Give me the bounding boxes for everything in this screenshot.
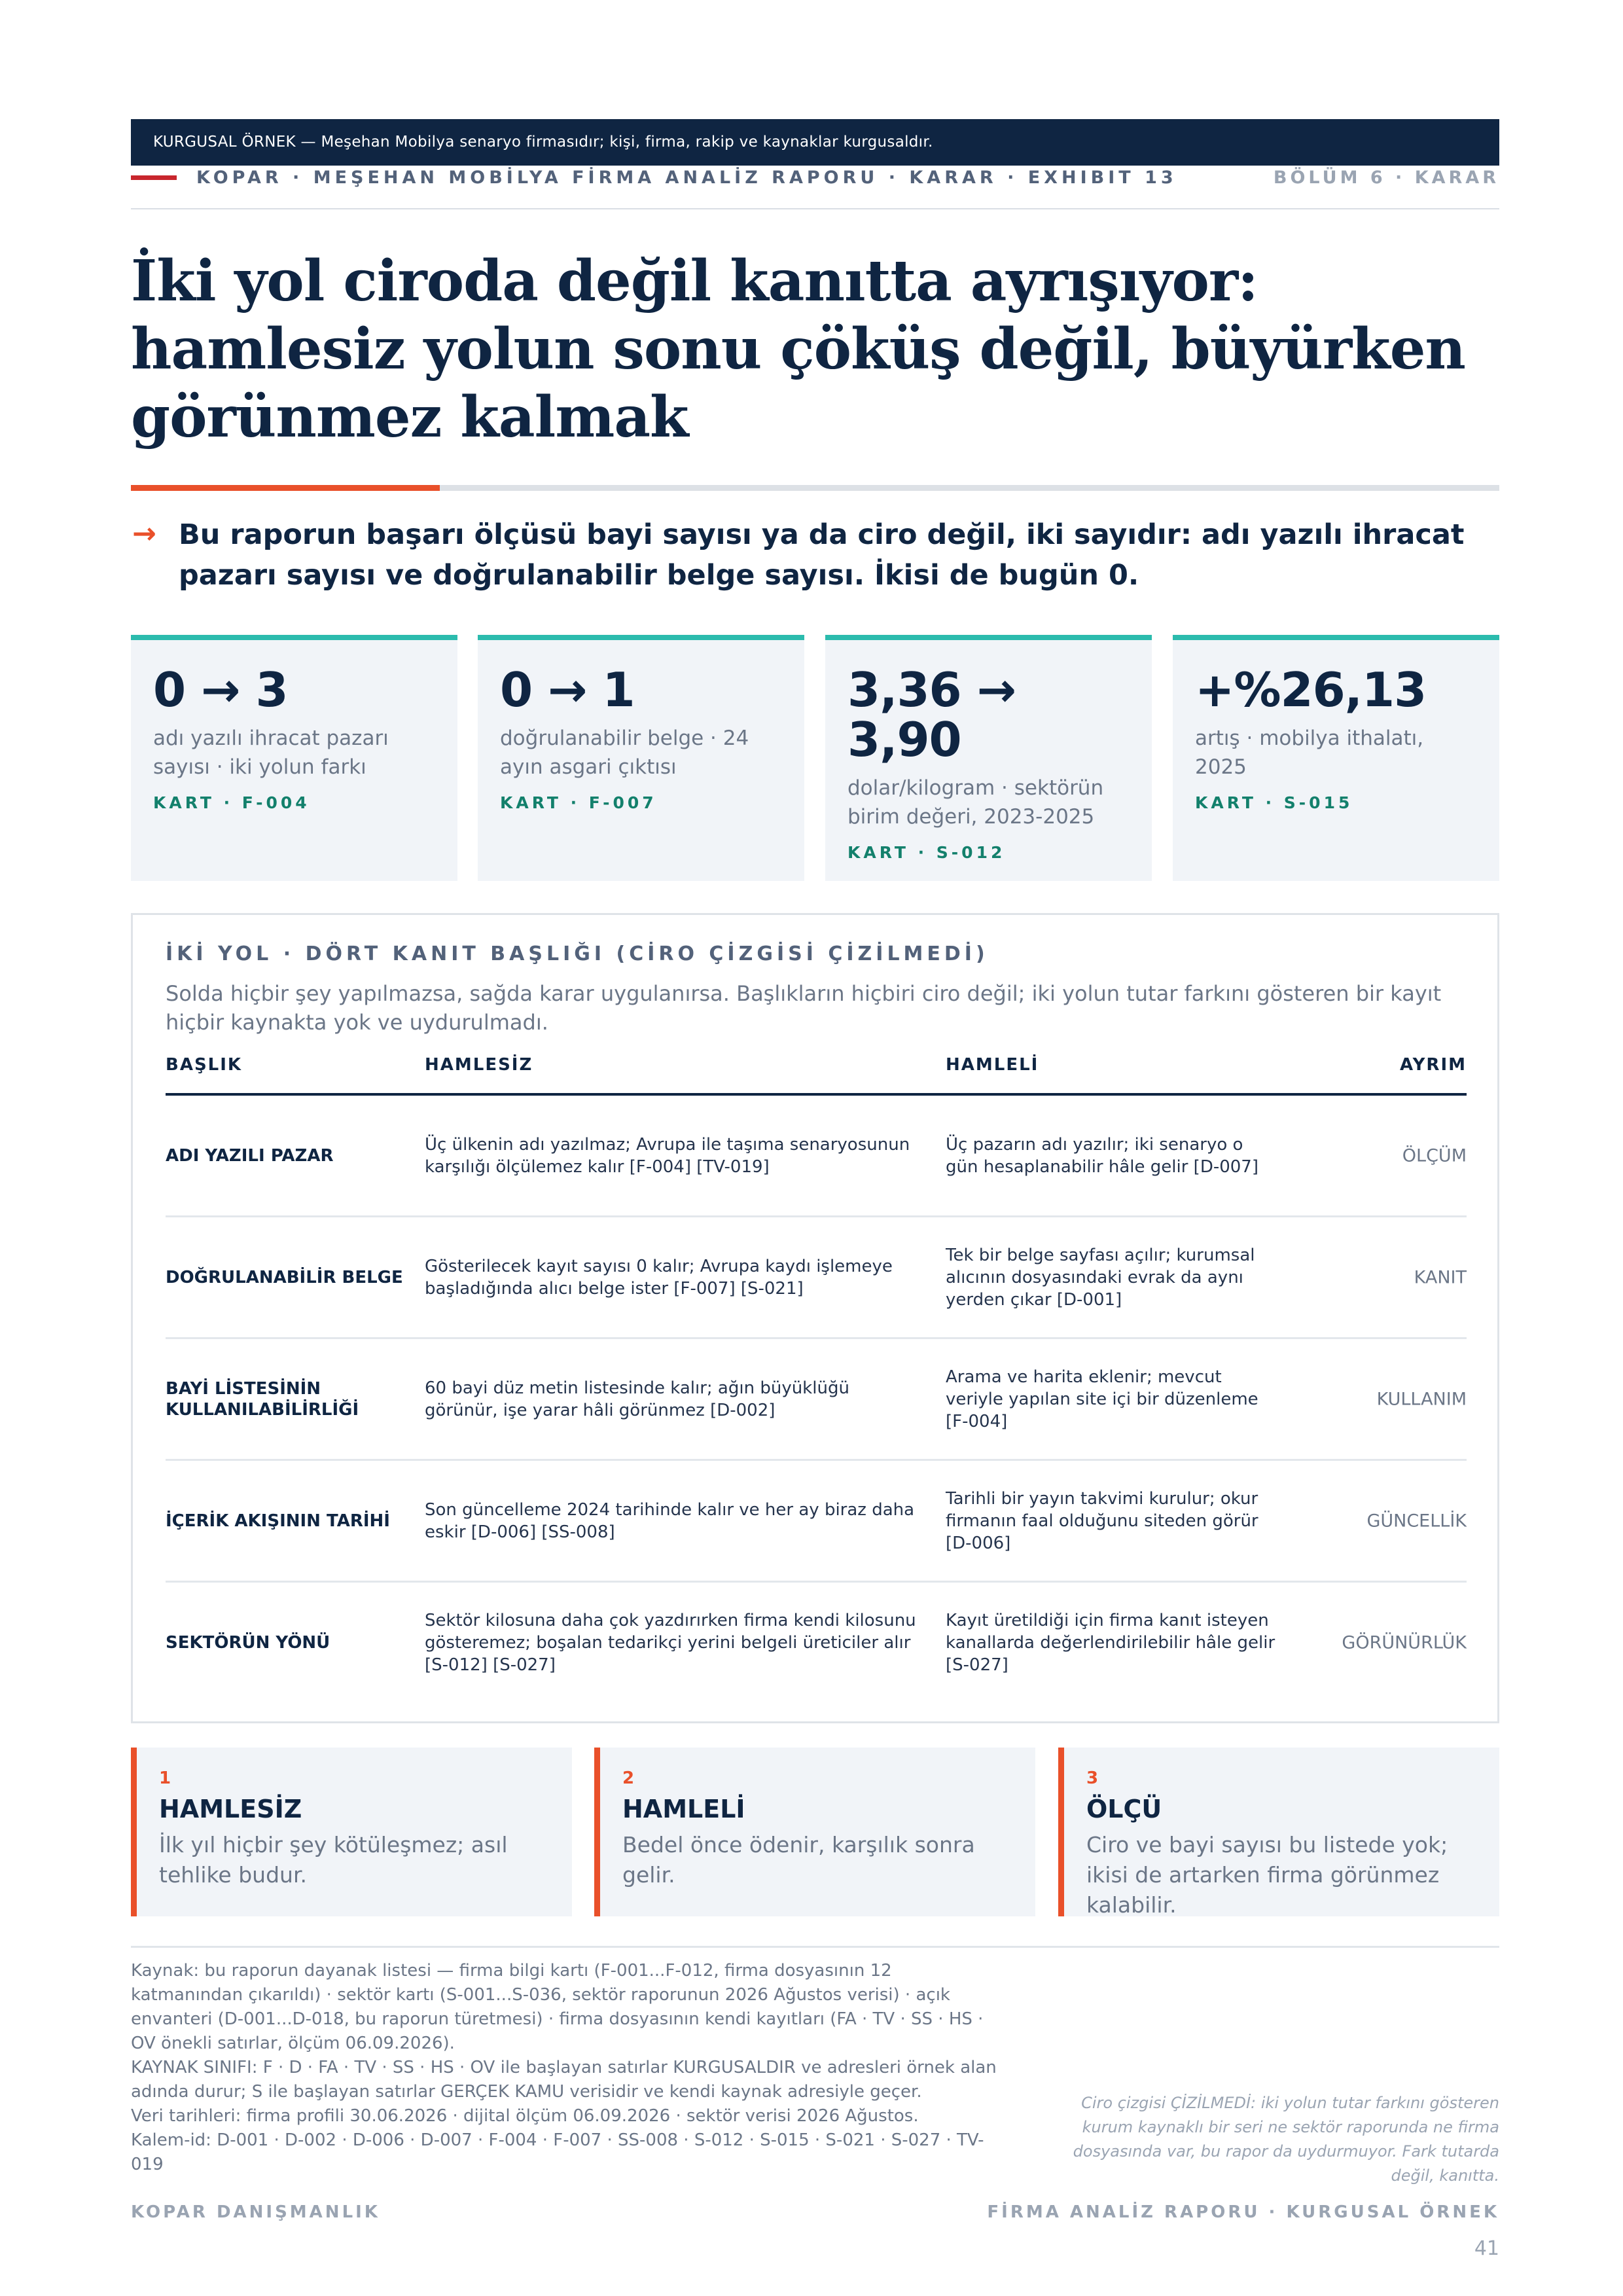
kpi-value: 0 → 1	[500, 662, 635, 717]
row-title: İÇERİK AKIŞININ TARİHİ	[166, 1511, 390, 1531]
footer-publisher: KOPAR DANIŞMANLIK	[131, 2202, 380, 2222]
column-header-topic: BAŞLIK	[166, 1055, 243, 1075]
conclusion-text: İlk yıl hiçbir şey kötüleşmez; asıl tehlike budur.	[159, 1832, 508, 1888]
table-row	[166, 1339, 1467, 1461]
table-row	[166, 1096, 1467, 1217]
row-with-move: Tarihli bir yayın takvimi kurulur; okur firmanın faal olduğunu siteden görür [D-006]	[946, 1488, 1258, 1553]
page-number: 41	[1474, 2237, 1499, 2260]
kpi-card-ref: KART · F-004	[153, 793, 310, 812]
table-row	[166, 1217, 1467, 1339]
table-row	[166, 1461, 1467, 1583]
row-without-move: Sektör kilosuna daha çok yazdırırken firma kendi kilosunu gösteremez; boşalan tedarikçi yerini belgeli üreticiler alır [S-012] [S-027]	[425, 1610, 916, 1675]
row-title: DOĞRULANABİLİR BELGE	[166, 1267, 403, 1287]
kpi-label: adı yazılı ihracat pazarı sayısı · iki yolun farkı	[153, 726, 389, 779]
conclusion-card	[594, 1748, 1035, 1916]
kpi-card	[478, 635, 804, 881]
kpi-card-ref: KART · S-012	[847, 843, 1006, 862]
row-difference: KULLANIM	[1376, 1389, 1467, 1409]
table-header-row	[166, 1055, 1467, 1096]
conclusion-number: 1	[159, 1768, 171, 1788]
source-class: KAYNAK SINIFI: F · D · FA · TV · SS · HS · OV ile başlayan satırlar KURGUSALDIR ve adresleri örnek alan adında durur; S ile başlayan satırlar GERÇEK KAMU verisidir ve kendi kaynak adresiyle geçer.	[131, 2058, 997, 2102]
row-with-move: Üç pazarın adı yazılır; iki senaryo o gün hesaplanabilir hâle gelir [D-007]	[946, 1134, 1258, 1177]
comparison-table-panel	[131, 913, 1499, 1723]
title-rule-accent	[131, 485, 440, 491]
row-with-move: Tek bir belge sayfası açılır; kurumsal alıcının dosyasındaki evrak da aynı yerden çıkar [D-001]	[946, 1245, 1255, 1310]
running-header	[131, 165, 1499, 209]
kpi-value: 0 → 3	[153, 662, 288, 717]
conclusion-card	[1058, 1748, 1499, 1916]
kpi-card	[1173, 635, 1499, 881]
kpi-card	[131, 635, 457, 881]
kpi-row	[131, 635, 1499, 881]
kpi-label: dolar/kilogram · sektörün birim değeri, 2023-2025	[847, 776, 1104, 829]
kpi-card	[825, 635, 1152, 881]
conclusion-heading: HAMLESİZ	[159, 1795, 302, 1823]
row-difference: GÜNCELLİK	[1366, 1511, 1467, 1531]
row-difference: ÖLÇÜM	[1402, 1145, 1467, 1166]
row-title: ADI YAZILI PAZAR	[166, 1145, 334, 1166]
item-ids: Kalem-id: D-001 · D-002 · D-006 · D-007 · F-004 · F-007 · SS-008 · S-012 · S-015 · S-021 · S-027 · TV-019	[131, 2130, 984, 2174]
kpi-label: artış · mobilya ithalatı, 2025	[1195, 726, 1424, 779]
arrow-right-icon: →	[132, 517, 156, 550]
conclusion-text: Bedel önce ödenir, karşılık sonra gelir.	[622, 1832, 975, 1888]
header-divider	[131, 208, 1499, 209]
conclusion-number: 3	[1086, 1768, 1099, 1788]
conclusion-heading: ÖLÇÜ	[1086, 1795, 1162, 1823]
conclusion-card	[131, 1748, 572, 1916]
column-header-with-move: HAMLELİ	[946, 1055, 1039, 1075]
kpi-card-ref: KART · F-007	[500, 793, 657, 812]
row-without-move: Üç ülkenin adı yazılmaz; Avrupa ile taşıma senaryosunun karşılığı ölçülemez kalır [F-004] [TV-019]	[425, 1134, 910, 1177]
kpi-label: doğrulanabilir belge · 24 ayın asgari çıktısı	[500, 726, 749, 779]
column-header-without-move: HAMLESİZ	[425, 1055, 533, 1075]
source-list: Kaynak: bu raporun dayanak listesi — firma bilgi kartı (F-001...F-012, firma dosyasının 12 katmanından çıkarıldı) · sektör kartı (S-001...S-036, sektör raporunun 2026 Ağustos verisi) · açık envanteri (D-001...D-018, bu raporun türetmesi) · firma dosyasının kendi kayıtları (FA · TV · SS · HS · OV önekli satırlar, ölçüm 06.09.2026).	[131, 1961, 984, 2053]
kpi-value: 3,36 → 3,90	[847, 662, 1016, 767]
row-without-move: Gösterilecek kayıt sayısı 0 kalır; Avrupa kaydı işlemeye başladığında alıcı belge ister [F-007] [S-021]	[425, 1256, 893, 1299]
conclusion-heading: HAMLELİ	[622, 1795, 745, 1823]
footer-divider	[131, 1946, 1499, 1948]
row-title: BAYİ LİSTESİNİN KULLANILABİLİRLİĞİ	[166, 1378, 359, 1420]
conclusion-number: 2	[622, 1768, 635, 1788]
chart-omission-note: Ciro çizgisi ÇİZİLMEDİ: iki yolun tutar farkını gösteren kurum kaynaklı bir seri ne sektör raporunda ne firma dosyasında var, bu rapor da uydurmuyor. Fark tutarda değil, kanıtta.	[1073, 2094, 1499, 2185]
kpi-card-ref: KART · S-015	[1195, 793, 1353, 812]
page-title: İki yol ciroda değil kanıtta ayrışıyor: hamlesiz yolun sonu çöküş değil, büyürken görünmez kalmak	[131, 248, 1465, 450]
row-title: SEKTÖRÜN YÖNÜ	[166, 1632, 330, 1653]
table-row	[166, 1583, 1467, 1702]
row-difference: GÖRÜNÜRLÜK	[1342, 1632, 1467, 1653]
source-notes	[131, 1959, 1008, 2177]
running-header-title: KOPAR · MEŞEHAN MOBİLYA FİRMA ANALİZ RAPORU · KARAR · EXHIBIT 13	[196, 168, 1177, 188]
row-with-move: Arama ve harita eklenir; mevcut veriyle yapılan site içi bir düzenleme [F-004]	[946, 1367, 1258, 1431]
data-dates: Veri tarihleri: firma profili 30.06.2026 · dijital ölçüm 06.09.2026 · sektör verisi 2026 Ağustos.	[131, 2106, 919, 2126]
kpi-value: +%26,13	[1195, 662, 1427, 717]
header-accent-bar	[131, 175, 177, 180]
table-subtitle: Solda hiçbir şey yapılmazsa, sağda karar uygulanırsa. Başlıkların hiçbiri ciro değil; iki yolun tutar farkını gösteren bir kayıt hiçbir kaynakta yok ve uydurulmadı.	[166, 981, 1442, 1035]
row-with-move: Kayıt üretildiği için firma kanıt isteyen kanallarda değerlendirilebilir hâle gelir [S-027]	[946, 1610, 1275, 1675]
row-without-move: 60 bayi düz metin listesinde kalır; ağın büyüklüğü görünür, işe yarar hâli görünmez [D-002]	[425, 1378, 849, 1420]
row-difference: KANIT	[1414, 1267, 1467, 1287]
fiction-notice-banner: KURGUSAL ÖRNEK — Meşehan Mobilya senaryo firmasıdır; kişi, firma, rakip ve kaynaklar kurgusaldır.	[131, 119, 1499, 166]
conclusion-text: Ciro ve bayi sayısı bu listede yok; ikisi de artarken firma görünmez kalabilir.	[1086, 1832, 1448, 1918]
footer-report-name: FİRMA ANALİZ RAPORU · KURGUSAL ÖRNEK	[987, 2202, 1499, 2222]
running-header-section: BÖLÜM 6 · KARAR	[1273, 168, 1499, 188]
row-without-move: Son güncelleme 2024 tarihinde kalır ve her ay biraz daha eskir [D-006] [SS-008]	[425, 1499, 915, 1542]
lead-statement: Bu raporun başarı ölçüsü bayi sayısı ya da ciro değil, iki sayıdır: adı yazılı ihracat pazarı sayısı ve doğrulanabilir belge sayısı. İkisi de bugün 0.	[179, 518, 1465, 592]
column-header-difference: AYRIM	[1399, 1055, 1467, 1075]
table-heading: İKİ YOL · DÖRT KANIT BAŞLIĞI (CİRO ÇİZGİSİ ÇİZİLMEDİ)	[166, 942, 989, 965]
